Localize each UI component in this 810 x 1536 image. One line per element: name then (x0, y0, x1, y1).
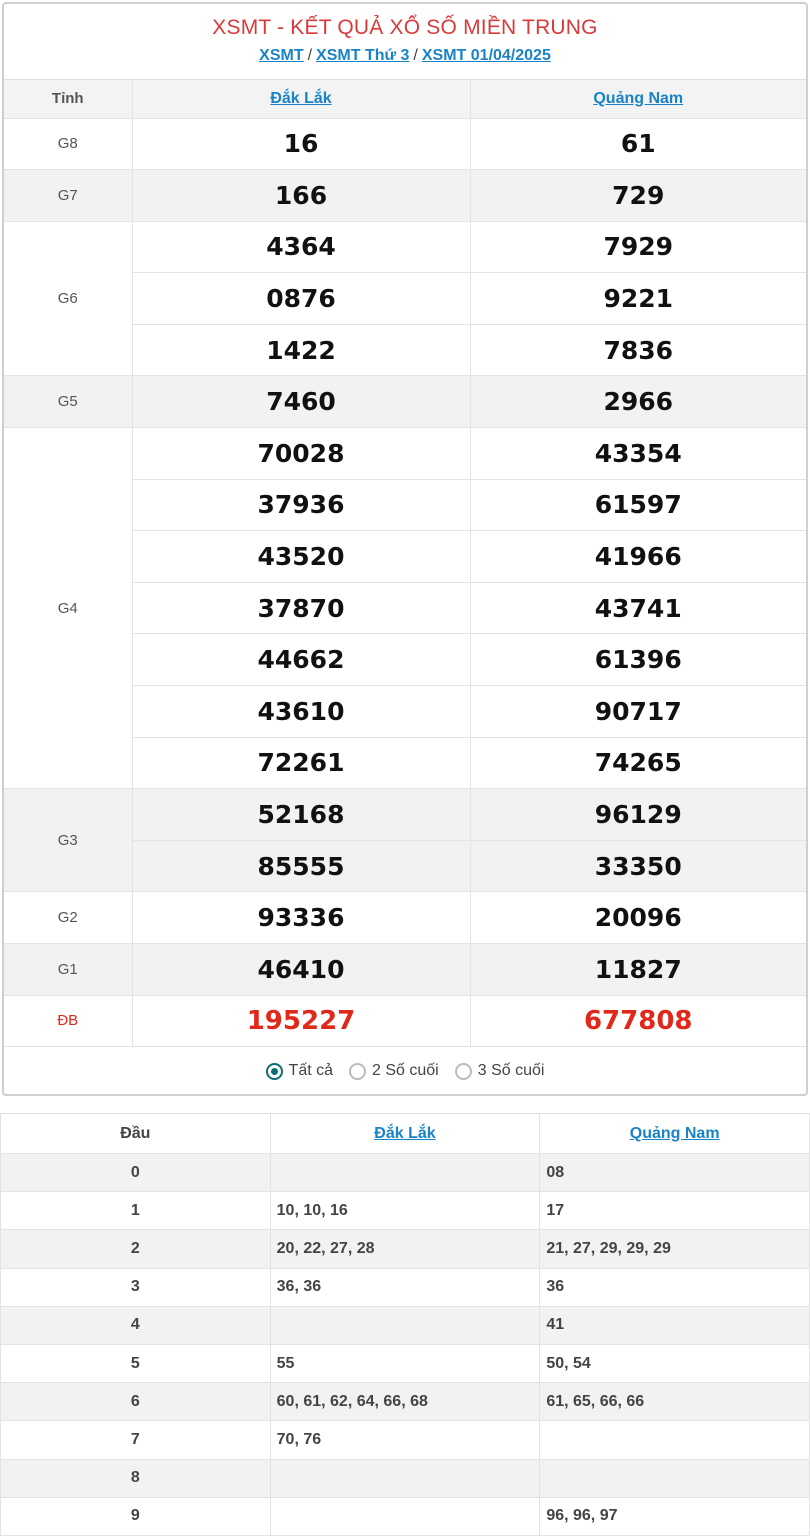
breadcrumb-separator: / (413, 47, 418, 64)
digit-filter (4, 1047, 806, 1095)
g6-p1-number: 0876 (132, 273, 470, 325)
head-digit: 2 (1, 1230, 271, 1268)
prize-label-g7: G7 (4, 170, 132, 222)
g4-p2-number: 61396 (470, 634, 806, 686)
row-g4-1 (4, 428, 806, 480)
table-row (1, 1268, 810, 1306)
g5-p1-number: 7460 (132, 376, 470, 428)
col-dt-province1 (270, 1114, 540, 1154)
p1-tails: 70, 76 (270, 1421, 540, 1459)
special-p1-number: 195227 (132, 995, 470, 1047)
province2-link[interactable]: Quảng Nam (593, 89, 684, 107)
p2-tails (540, 1421, 810, 1459)
head-digit: 4 (1, 1306, 271, 1344)
results-header (4, 4, 806, 80)
p1-tails (270, 1497, 540, 1535)
g4-p1-number: 37936 (132, 479, 470, 531)
page-title: XSMT - KẾT QUẢ XỔ SỐ MIỀN TRUNG (212, 16, 598, 39)
col-dt-province2 (540, 1114, 810, 1154)
filter-last2-label: 2 Số cuối (372, 1062, 439, 1080)
prize-label-g6: G6 (4, 221, 132, 376)
p2-tails: 61, 65, 66, 66 (540, 1383, 810, 1421)
prize-label-special: ĐB (4, 995, 132, 1047)
results-header-row (4, 80, 806, 118)
col-province-label: Tỉnh (4, 80, 132, 118)
head-digit: 8 (1, 1459, 271, 1497)
row-g3-1 (4, 789, 806, 841)
g8-p2-number: 61 (470, 118, 806, 170)
col-province2 (470, 80, 806, 118)
prize-label-g3: G3 (4, 789, 132, 892)
results-table (4, 80, 806, 1047)
p2-tails: 96, 96, 97 (540, 1497, 810, 1535)
prize-label-g1: G1 (4, 944, 132, 996)
g3-p2-number: 33350 (470, 840, 806, 892)
g4-p2-number: 43354 (470, 428, 806, 480)
head-digit-section (0, 1113, 810, 1536)
p2-tails: 21, 27, 29, 29, 29 (540, 1230, 810, 1268)
p2-tails: 17 (540, 1192, 810, 1230)
table-row (1, 1421, 810, 1459)
filter-last2-option[interactable] (349, 1062, 439, 1080)
row-g7 (4, 170, 806, 222)
g5-p2-number: 2966 (470, 376, 806, 428)
g4-p2-number: 43741 (470, 582, 806, 634)
g6-p1-number: 4364 (132, 221, 470, 273)
row-g1 (4, 944, 806, 996)
p2-tails (540, 1459, 810, 1497)
g4-p1-number: 44662 (132, 634, 470, 686)
g2-p1-number: 93336 (132, 892, 470, 944)
g6-p2-number: 7929 (470, 221, 806, 273)
head-digit: 0 (1, 1154, 271, 1192)
prize-label-g5: G5 (4, 376, 132, 428)
filter-all-label: Tất cả (288, 1062, 334, 1080)
table-row (1, 1306, 810, 1344)
g4-p2-number: 61597 (470, 479, 806, 531)
head-digit: 1 (1, 1192, 271, 1230)
filter-all-option[interactable] (266, 1062, 333, 1080)
prize-label-g8: G8 (4, 118, 132, 170)
p1-tails (270, 1459, 540, 1497)
prize-label-g4: G4 (4, 428, 132, 789)
col-head-digit: Đầu (1, 1114, 271, 1154)
head-digit: 9 (1, 1497, 271, 1535)
g7-p1-number: 166 (132, 170, 470, 222)
radio-icon[interactable] (349, 1063, 366, 1080)
head-digit-header-row (1, 1114, 810, 1154)
p1-tails (270, 1306, 540, 1344)
g1-p2-number: 11827 (470, 944, 806, 996)
g3-p1-number: 52168 (132, 789, 470, 841)
p2-tails: 36 (540, 1268, 810, 1306)
g2-p2-number: 20096 (470, 892, 806, 944)
head-digit: 3 (1, 1268, 271, 1306)
p1-tails: 60, 61, 62, 64, 66, 68 (270, 1383, 540, 1421)
g6-p1-number: 1422 (132, 324, 470, 376)
table-row (1, 1459, 810, 1497)
g4-p2-number: 74265 (470, 737, 806, 789)
breadcrumb-separator: / (307, 47, 313, 64)
g3-p1-number: 85555 (132, 840, 470, 892)
radio-selected-icon[interactable] (266, 1063, 283, 1080)
results-card (2, 2, 808, 1096)
filter-last3-option[interactable] (455, 1062, 545, 1080)
p2-tails: 50, 54 (540, 1344, 810, 1382)
dt-province1-link[interactable]: Đắk Lắk (374, 1124, 436, 1142)
g6-p2-number: 9221 (470, 273, 806, 325)
p2-tails: 08 (540, 1154, 810, 1192)
breadcrumb-date-link[interactable]: XSMT 01/04/2025 (421, 47, 551, 64)
g4-p2-number: 90717 (470, 686, 806, 738)
table-row (1, 1154, 810, 1192)
p1-tails: 55 (270, 1344, 540, 1382)
row-g8 (4, 118, 806, 170)
p1-tails: 36, 36 (270, 1268, 540, 1306)
breadcrumb-weekday-link[interactable]: XSMT Thứ 3 (316, 47, 410, 64)
row-g5 (4, 376, 806, 428)
dt-province2-link[interactable]: Quảng Nam (629, 1124, 720, 1142)
g4-p1-number: 43520 (132, 531, 470, 583)
table-row (1, 1192, 810, 1230)
col-province1 (132, 80, 470, 118)
g4-p1-number: 72261 (132, 737, 470, 789)
g1-p1-number: 46410 (132, 944, 470, 996)
p1-tails (270, 1154, 540, 1192)
p2-tails: 41 (540, 1306, 810, 1344)
head-digit: 5 (1, 1344, 271, 1382)
table-row (1, 1344, 810, 1382)
g8-p1-number: 16 (132, 118, 470, 170)
special-p2-number: 677808 (470, 995, 806, 1047)
g3-p2-number: 96129 (470, 789, 806, 841)
table-row (1, 1383, 810, 1421)
g4-p2-number: 41966 (470, 531, 806, 583)
g7-p2-number: 729 (470, 170, 806, 222)
table-row (1, 1230, 810, 1268)
row-g6-1 (4, 221, 806, 273)
radio-icon[interactable] (455, 1063, 472, 1080)
g4-p1-number: 43610 (132, 686, 470, 738)
g4-p1-number: 37870 (132, 582, 470, 634)
p1-tails: 20, 22, 27, 28 (270, 1230, 540, 1268)
breadcrumb (4, 47, 806, 65)
table-row (1, 1497, 810, 1535)
head-digit: 7 (1, 1421, 271, 1459)
row-special (4, 995, 806, 1047)
head-digit-table (0, 1113, 810, 1536)
p1-tails: 10, 10, 16 (270, 1192, 540, 1230)
row-g2 (4, 892, 806, 944)
g4-p1-number: 70028 (132, 428, 470, 480)
breadcrumb-xsmt-link[interactable]: XSMT (259, 47, 304, 64)
g6-p2-number: 7836 (470, 324, 806, 376)
province1-link[interactable]: Đắk Lắk (270, 89, 332, 107)
filter-last3-label: 3 Số cuối (477, 1062, 545, 1080)
head-digit: 6 (1, 1383, 271, 1421)
prize-label-g2: G2 (4, 892, 132, 944)
